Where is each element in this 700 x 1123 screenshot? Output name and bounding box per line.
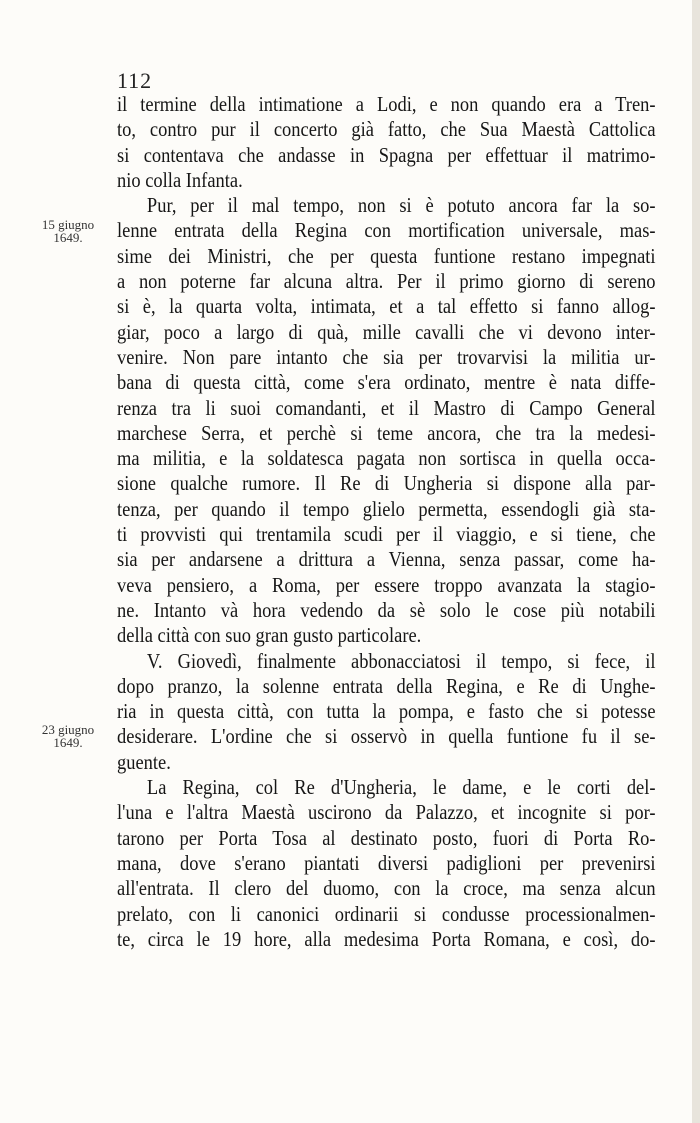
text-line: te, circa le 19 hore, alla medesima Porta Romana, e così, do- (117, 926, 656, 951)
text-line: ma militia, e la soldatesca pagata non sortisca in quella occa- (117, 446, 656, 471)
text-line: to, contro pur il concerto già fatto, che Sua Maestà Cattolica (117, 117, 656, 142)
text-line: tarono per Porta Tosa al destinato posto, fuori di Porta Ro- (117, 825, 656, 850)
text-line: sione qualche rumore. Il Re di Ungheria si dispone alla par- (117, 471, 656, 496)
text-line: tenza, per quando il tempo glielo permetta, essendogli già sta- (117, 496, 656, 521)
text-line: veva pensiero, a Roma, per essere troppo avanzata la stagio- (117, 572, 656, 597)
margin-note-line: 1649. (53, 230, 83, 245)
text-line: marchese Serra, et perchè si teme ancora, che tra la medesi- (117, 420, 656, 445)
margin-note-date (26, 218, 110, 244)
text-line: sia per andarsene a drittura a Vienna, senza passar, come ha- (117, 547, 656, 572)
margin-note-date (26, 723, 110, 749)
text-line: ne. Intanto và hora vedendo da sè solo le cose più notabili (117, 597, 656, 622)
text-line: lenne entrata della Regina con mortification universale, mas- (117, 218, 656, 243)
text-line: ria in questa città, con tutta la pompa, e fasto che si potesse (117, 699, 656, 724)
text-line: dopo pranzo, la solenne entrata della Regina, e Re di Unghe- (117, 673, 656, 698)
text-line: si è, la quarta volta, intimata, et a tal effetto si fanno allog- (117, 294, 656, 319)
text-line: prelato, con li canonici ordinarii si condusse processionalmen- (117, 901, 656, 926)
body-text (117, 92, 655, 952)
text-line: l'una e l'altra Maestà uscirono da Palazzo, et incognite si por- (117, 800, 656, 825)
text-line: all'entrata. Il clero del duomo, con la croce, ma senza alcun (117, 876, 656, 901)
text-line: mana, dove s'erano piantati diversi padiglioni per prevenirsi (117, 850, 656, 875)
margin-note-line: 15 giugno (41, 217, 95, 232)
text-line: venire. Non pare intanto che sia per trovarvisi la militia ur- (117, 344, 656, 369)
text-line: V. Giovedì, finalmente abbonacciatosi il tempo, si fece, il (146, 648, 656, 673)
text-line: desiderare. L'ordine che si osservò in quella funtione fu il se- (117, 724, 656, 749)
page-number: 112 (117, 68, 153, 93)
text-line: il termine della intimatione a Lodi, e non quando era a Tren- (117, 92, 656, 116)
margin-note-line: 1649. (53, 735, 83, 750)
text-line: bana di questa città, come s'era ordinato, mentre è nata diffe- (117, 370, 656, 395)
text-line: sime dei Ministri, che per questa funtione restano impegnati (117, 243, 656, 268)
text-line: giar, poco a largo di quà, mille cavalli che vi devono inter- (117, 319, 656, 344)
text-line: a non poterne far alcuna altra. Per il primo giorno di sereno (117, 269, 656, 294)
text-line: nio colla Infanta. (117, 167, 243, 192)
page-edge-shadow (692, 0, 700, 1123)
text-line: ti provvisti qui trentamila scudi per il viaggio, e si tiene, che (117, 522, 656, 547)
text-line: guente. (117, 749, 171, 774)
text-line: si contentava che andasse in Spagna per effettuar il matrimo- (117, 142, 656, 167)
margin-note-line: 23 giugno (41, 722, 95, 737)
text-line: renza tra li suoi comandanti, et il Mastro di Campo General (117, 395, 656, 420)
text-line: Pur, per il mal tempo, non si è potuto ancora far la so- (146, 193, 656, 218)
text-line: La Regina, col Re d'Ungheria, le dame, e le corti del- (146, 775, 656, 800)
text-line: della città con suo gran gusto particolare. (117, 623, 422, 648)
